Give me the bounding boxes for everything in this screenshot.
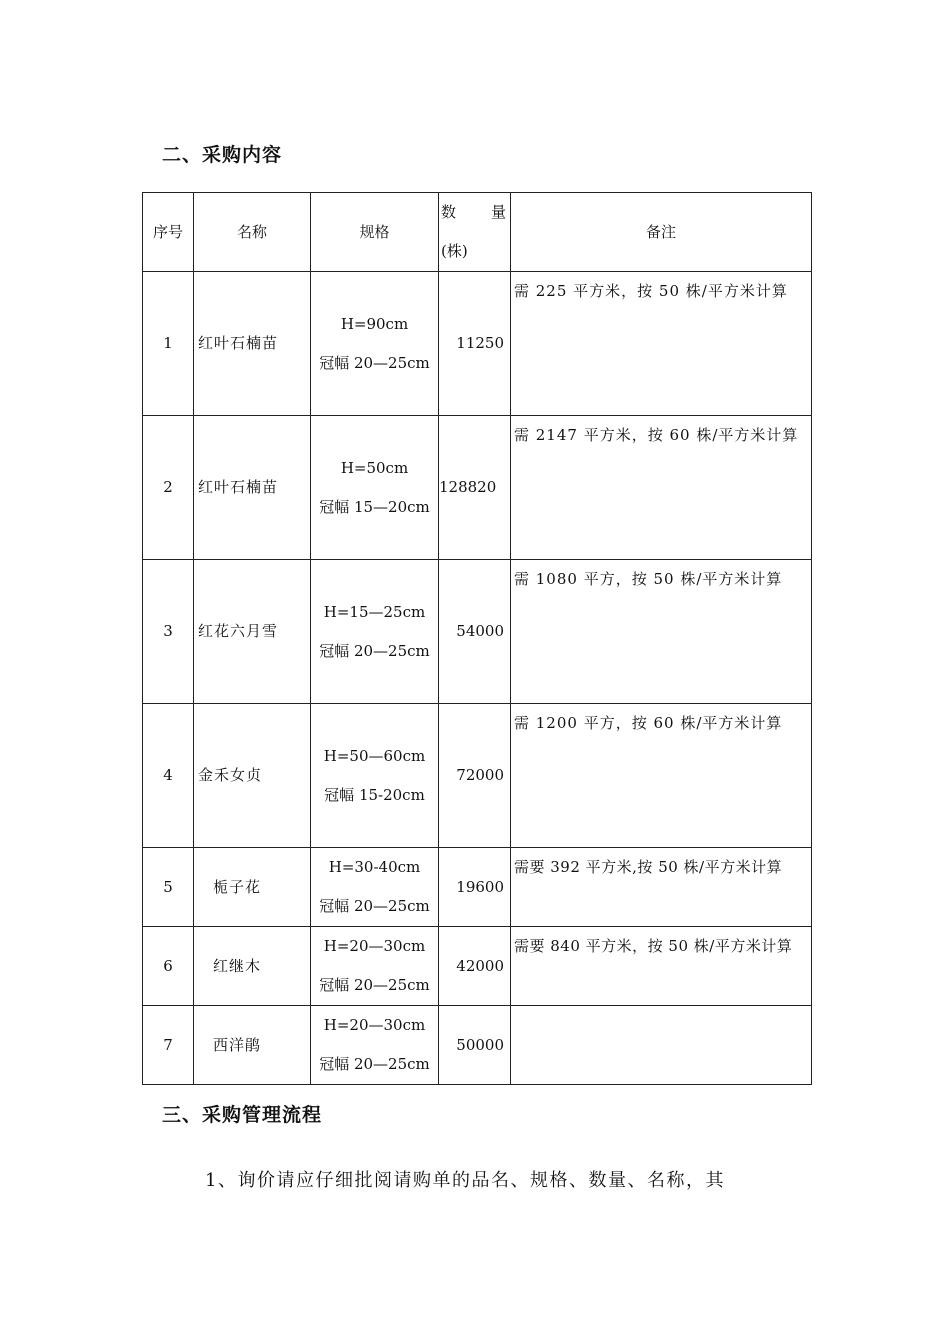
table-row	[143, 560, 812, 704]
row-no: 7	[143, 1006, 194, 1085]
row-spec: H=50cm 冠幅 15—20cm	[311, 416, 439, 560]
header-qty-unit: (株)	[441, 242, 468, 260]
row-qty: 128820	[439, 416, 511, 560]
header-no: 序号	[143, 193, 194, 272]
section-3-title: 三、采购管理流程	[162, 1104, 323, 1126]
row-no: 3	[143, 560, 194, 704]
header-qty-a: 数	[441, 203, 457, 221]
row-no: 2	[143, 416, 194, 560]
row-no: 4	[143, 704, 194, 848]
row-note: 需要 840 平方米，按 50 株/平方米计算	[511, 927, 812, 1006]
row-name: 西洋鹃	[194, 1006, 311, 1085]
procurement-table	[142, 192, 812, 1085]
row-spec: H=90cm 冠幅 20—25cm	[311, 272, 439, 416]
row-note: 需 225 平方米，按 50 株/平方米计算	[511, 272, 812, 416]
row-qty: 54000	[439, 560, 511, 704]
row-name: 红叶石楠苗	[194, 416, 311, 560]
row-note: 需 2147 平方米，按 60 株/平方米计算	[511, 416, 812, 560]
row-no: 6	[143, 927, 194, 1006]
row-qty: 42000	[439, 927, 511, 1006]
table-header-row	[143, 193, 812, 272]
table-row	[143, 1006, 812, 1085]
header-qty-b: 量	[490, 203, 506, 221]
paragraph-1: 1、询价请应仔细批阅请购单的品名、规格、数量、名称，其	[205, 1170, 725, 1191]
row-qty: 50000	[439, 1006, 511, 1085]
header-name: 名称	[194, 193, 311, 272]
row-spec: H=20—30cm 冠幅 20—25cm	[311, 1006, 439, 1085]
row-qty: 11250	[439, 272, 511, 416]
row-name: 红叶石楠苗	[194, 272, 311, 416]
row-spec: H=15—25cm 冠幅 20—25cm	[311, 560, 439, 704]
row-name: 栀子花	[194, 848, 311, 927]
header-spec: 规格	[311, 193, 439, 272]
row-spec: H=30-40cm 冠幅 20—25cm	[311, 848, 439, 927]
row-qty: 19600	[439, 848, 511, 927]
row-spec: H=50—60cm 冠幅 15-20cm	[311, 704, 439, 848]
row-note: 需 1200 平方，按 60 株/平方米计算	[511, 704, 812, 848]
table-row	[143, 704, 812, 848]
row-no: 1	[143, 272, 194, 416]
table-row	[143, 848, 812, 927]
table-row	[143, 927, 812, 1006]
row-name: 金禾女贞	[194, 704, 311, 848]
row-qty: 72000	[439, 704, 511, 848]
row-note	[511, 1006, 812, 1085]
row-spec: H=20—30cm 冠幅 20—25cm	[311, 927, 439, 1006]
section-2-title: 二、采购内容	[162, 144, 283, 166]
header-qty	[439, 193, 511, 272]
row-name: 红花六月雪	[194, 560, 311, 704]
row-note: 需要 392 平方米,按 50 株/平方米计算	[511, 848, 812, 927]
header-note: 备注	[511, 193, 812, 272]
table-row	[143, 272, 812, 416]
row-no: 5	[143, 848, 194, 927]
row-note: 需 1080 平方，按 50 株/平方米计算	[511, 560, 812, 704]
row-name: 红继木	[194, 927, 311, 1006]
table-row	[143, 416, 812, 560]
